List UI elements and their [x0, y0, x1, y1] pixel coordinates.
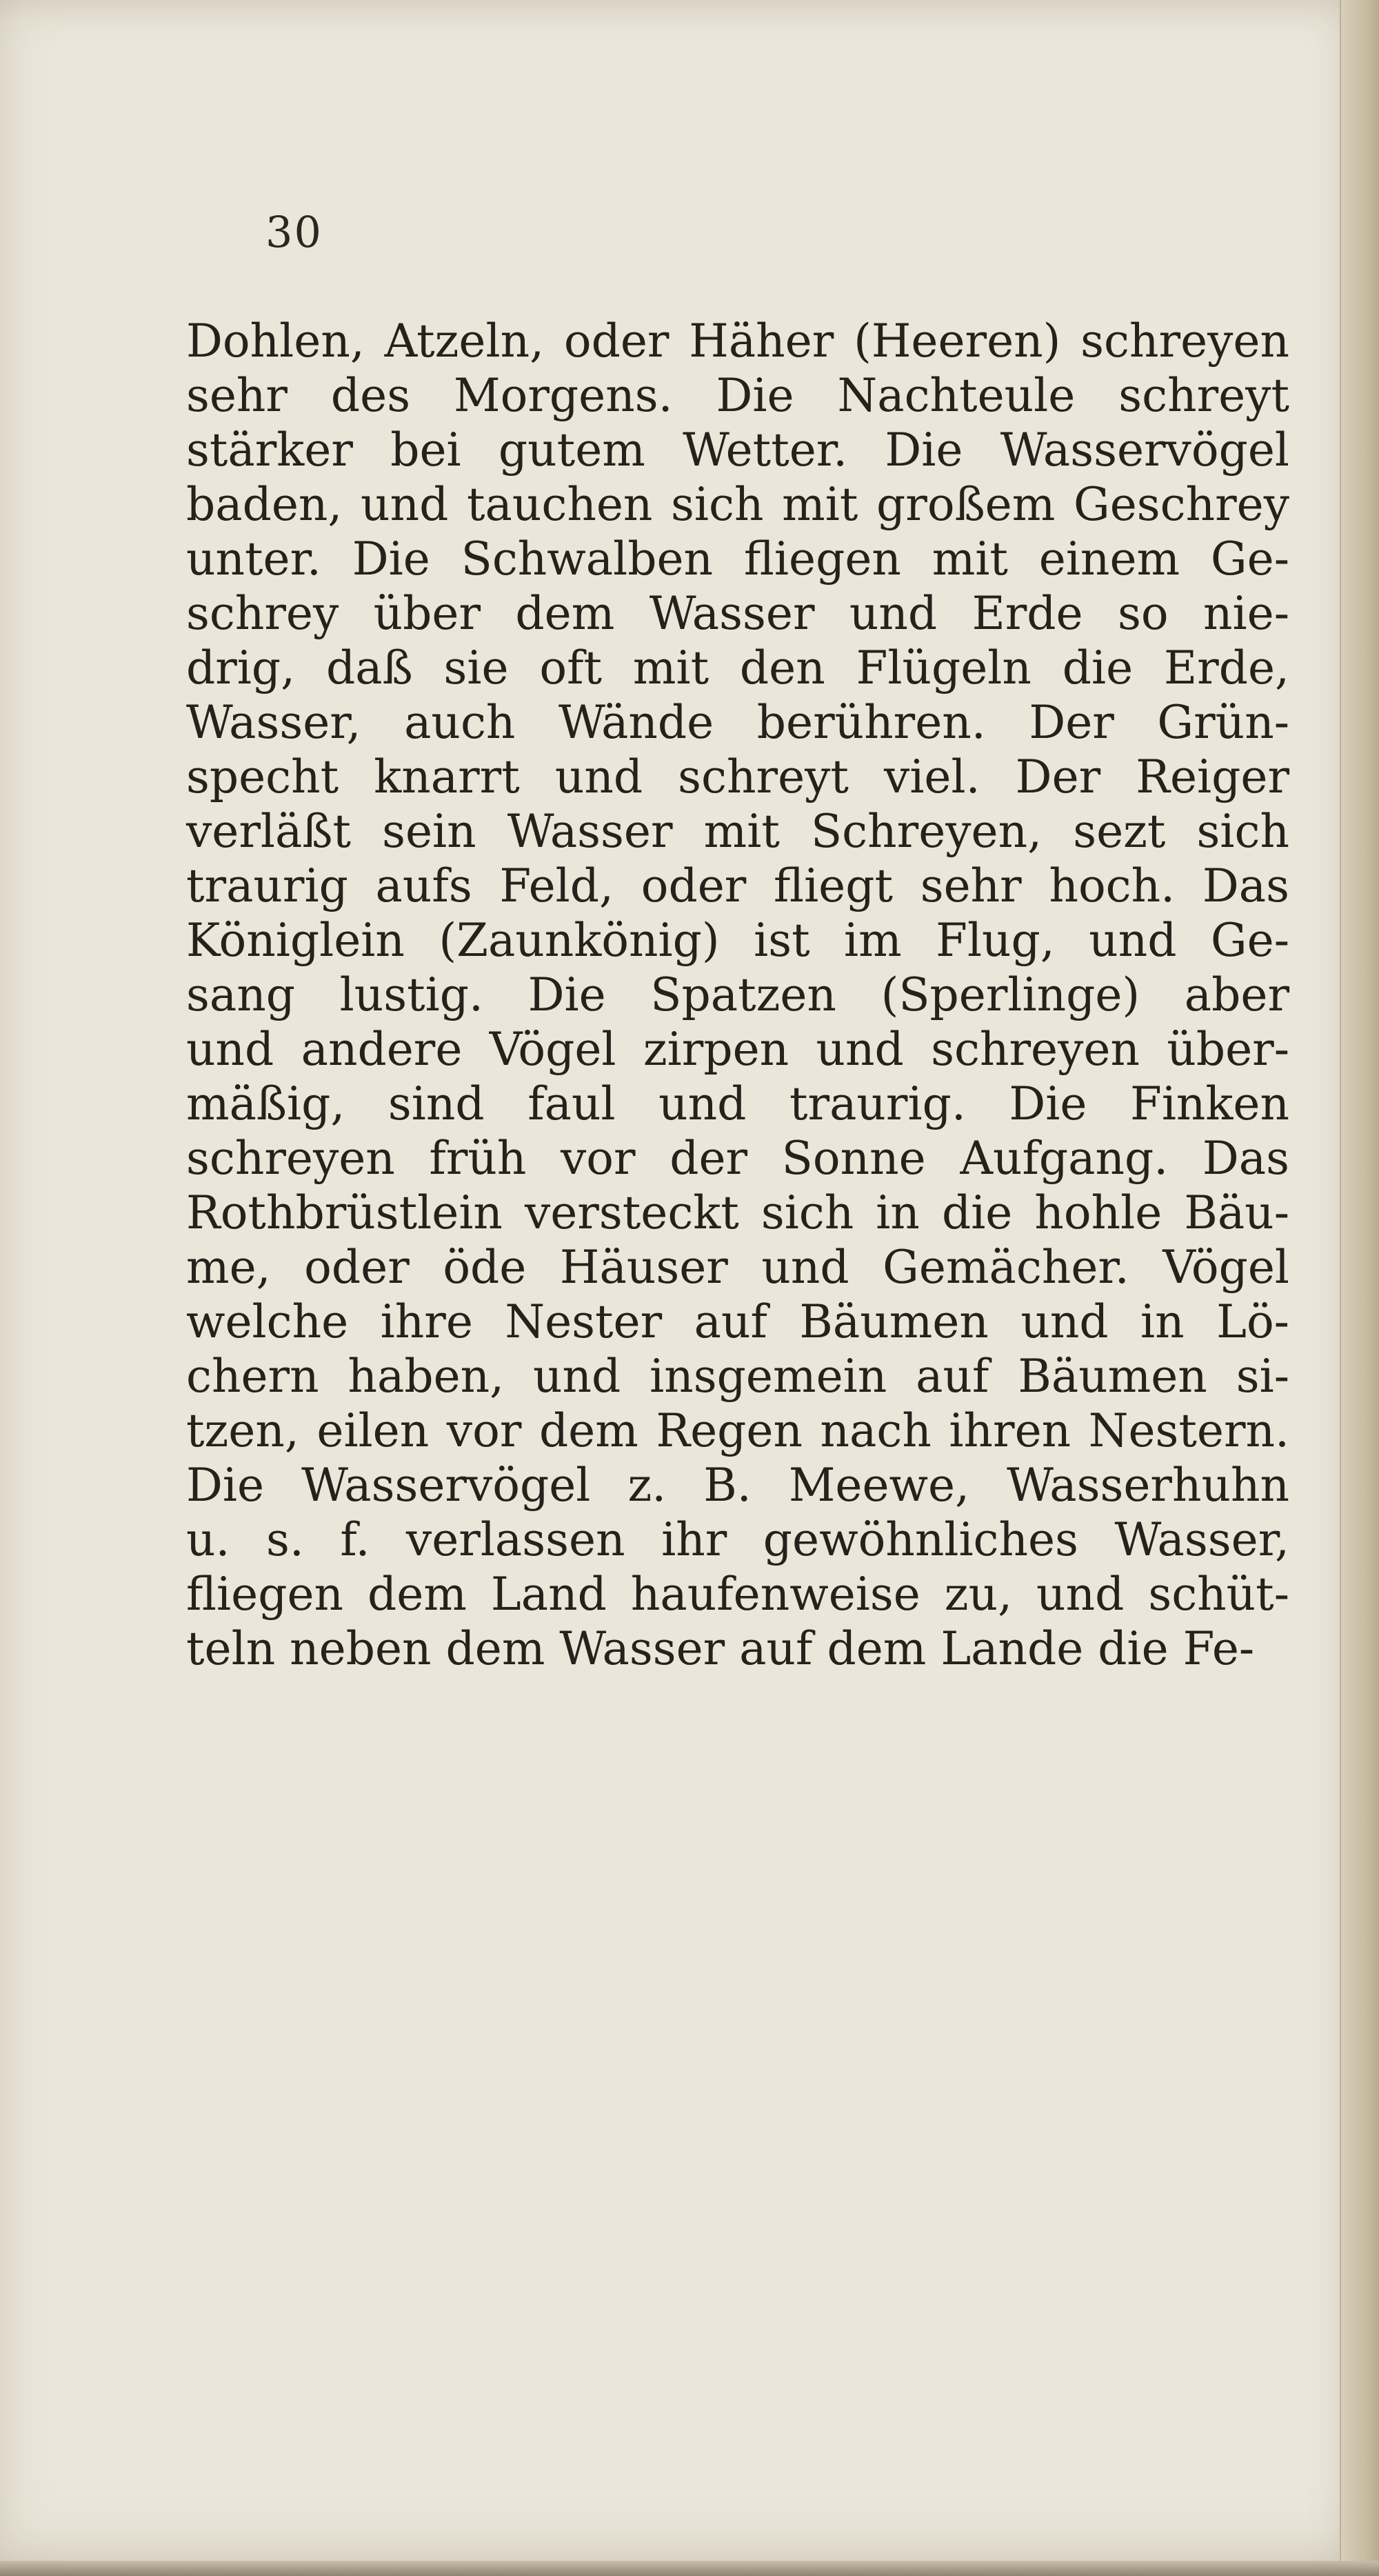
text-line: me, oder öde Häuser und Gemächer. Vögel [186, 1241, 1289, 1294]
text-line: Dohlen, Atzeln, oder Häher (Heeren) schreyen [186, 314, 1289, 368]
text-line: unter. Die Schwalben fliegen mit einem Ge- [186, 532, 1289, 586]
text-line: drig, daß sie oft mit den Flügeln die Erde, [186, 641, 1289, 695]
text-line: Die Wasservögel z. B. Meewe, Wasserhuhn [186, 1459, 1289, 1512]
page-number: 30 [265, 207, 323, 257]
text-line: specht knarrt und schreyt viel. Der Reiger [186, 750, 1289, 803]
text-line: und andere Vögel zirpen und schreyen über- [186, 1023, 1289, 1076]
text-line: sang lustig. Die Spatzen (Sperlinge) aber [186, 968, 1289, 1021]
text-line: Rothbrüstlein versteckt sich in die hohle Bäu- [186, 1186, 1289, 1239]
text-line: stärker bei gutem Wetter. Die Wasservögel [186, 423, 1289, 477]
text-line: u. s. f. verlassen ihr gewöhnliches Wasser, [186, 1513, 1289, 1566]
text-line: schrey über dem Wasser und Erde so nie- [186, 587, 1289, 640]
text-line: tzen, eilen vor dem Regen nach ihren Nestern. [186, 1404, 1289, 1457]
text-line: baden, und tauchen sich mit großem Geschrey [186, 478, 1289, 531]
text-line: Königlein (Zaunkönig) ist im Flug, und Ge- [186, 914, 1289, 967]
body-text [186, 314, 1303, 1676]
text-line: schreyen früh vor der Sonne Aufgang. Das [186, 1132, 1289, 1185]
text-line: welche ihre Nester auf Bäumen und in Lö- [186, 1295, 1289, 1348]
page-bottom-shadow [0, 2561, 1379, 2576]
text-line: fliegen dem Land haufenweise zu, und schüt- [186, 1568, 1289, 1621]
text-line: mäßig, sind faul und traurig. Die Finken [186, 1077, 1289, 1130]
text-line: chern haben, und insgemein auf Bäumen si- [186, 1350, 1289, 1403]
text-line: sehr des Morgens. Die Nachteule schreyt [186, 369, 1289, 422]
text-line: Wasser, auch Wände berühren. Der Grün- [186, 696, 1289, 749]
text-line: traurig aufs Feld, oder fliegt sehr hoch. Das [186, 859, 1289, 912]
text-line: teln neben dem Wasser auf dem Lande die Fe- [186, 1622, 1255, 1675]
text-line: verläßt sein Wasser mit Schreyen, sezt sich [186, 805, 1289, 858]
page-edge [1340, 0, 1379, 2576]
